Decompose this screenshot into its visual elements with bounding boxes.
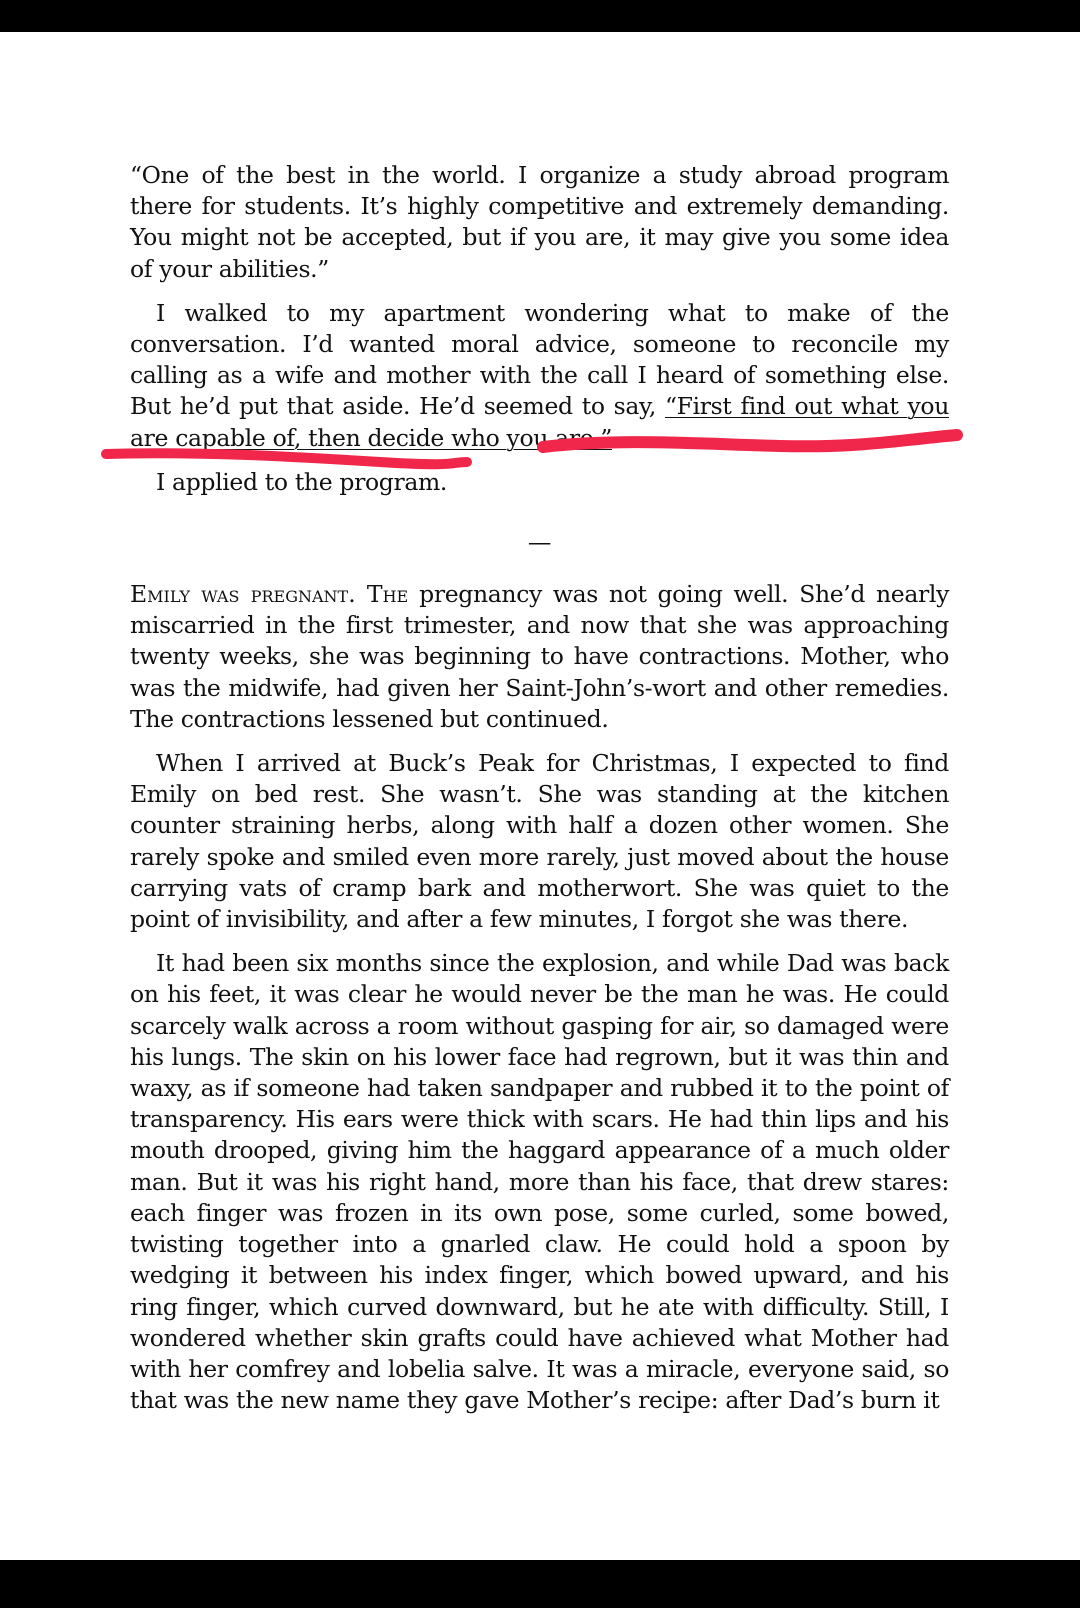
chapter-lead-paragraph <box>130 579 949 735</box>
highlighted-quote[interactable]: “First find out what you are capable of, then decide who you are.” <box>130 392 950 452</box>
section-break: — <box>527 528 552 557</box>
paragraph: “One of the best in the world. I organize a study abroad program there for students. It’s highly competitive and extremely demanding. You might not be accepted, but if you are, it may give you some idea of your abilities.” <box>130 161 949 283</box>
paragraph <box>130 298 949 454</box>
navigation-bar <box>0 1560 1080 1608</box>
paragraph-text: pregnancy was not going well. She’d nearly miscarried in the first trimester, and now that she was approaching twenty weeks, she was beginning to have contractions. Mother, who was the midwife, had given her Saint-John’s-wort and other remedies. The contractions lessened but continued. <box>130 580 950 733</box>
reader-page[interactable] <box>130 160 949 1429</box>
paragraph: It had been six months since the explosion, and while Dad was back on his feet, it was clear he would never be the man he was. He could scarcely walk across a room without gasping for air, so damaged were his lungs. The skin on his lower face had regrown, but it was thin and waxy, as if someone had taken sandpaper and rubbed it to the point of transparency. His ears were thick with scars. He had thin lips and his mouth drooped, giving him the haggard appearance of a much older man. But it was his right hand, more than his face, that drew stares: each finger was frozen in its own pose, some curled, some bowed, twisting together into a gnarled claw. He could hold a spoon by wedging it between his index finger, which bowed upward, and his ring finger, which curved downward, but he ate with difficulty. Still, I wondered whether skin grafts could have achieved what Mother had with her comfrey and lobelia salve. It was a miracle, everyone said, so that was the new name they gave Mother’s recipe: after Dad’s burn it <box>130 949 949 1415</box>
paragraph: I applied to the program. <box>156 467 448 496</box>
smallcaps-lead: Emily was pregnant. The <box>130 580 409 609</box>
status-bar <box>0 0 1080 32</box>
paragraph-text: I walked to my apartment wondering what to make of the conversation. I’d wanted moral advice, someone to reconcile my calling as a wife and mother with the call I heard of something else. But he’d put that aside. He’d seemed to say, <box>130 298 949 421</box>
paragraph: When I arrived at Buck’s Peak for Christmas, I expected to find Emily on bed rest. She wasn’t. She was standing at the kitchen counter straining herbs, along with half a dozen other women. She rarely spoke and smiled even more rarely, just moved about the house carrying vats of cramp bark and motherwort. She was quiet to the point of invisibility, and after a few minutes, I forgot she was there. <box>130 749 949 934</box>
